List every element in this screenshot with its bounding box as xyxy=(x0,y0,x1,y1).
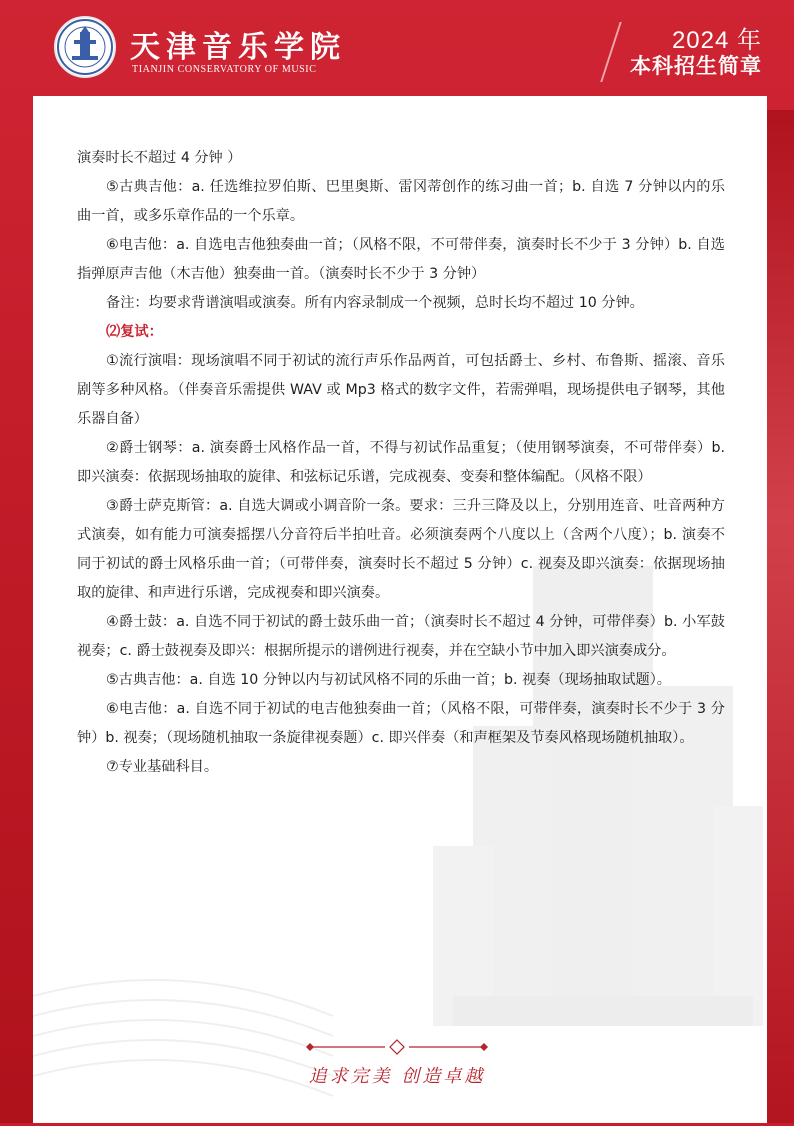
section-heading: ⑵复试： xyxy=(106,324,163,340)
paragraph: ④爵士鼓：a. 自选不同于初试的爵士鼓乐曲一首；（演奏时长不超过 4 分钟，可带伴奏）b. 小军鼓视奏；c. 爵士鼓视奏及即兴：根据所提示的谱例进行视奏，并在空缺小节中加入即兴演奏成分。 xyxy=(77,614,725,659)
paragraph: ⑦专业基础科目。 xyxy=(106,759,219,775)
year-title: 2024 年 xyxy=(671,27,762,54)
paragraph: ⑥电吉他：a. 自选电吉他独奏曲一首；（风格不限，不可带伴奏，演奏时长不少于 3 分钟）b. 自选指弹原声吉他（木吉他）独奏曲一首。（演奏时长不少于 3 分钟） xyxy=(77,237,725,282)
paragraph: 备注：均要求背谱演唱或演奏。所有内容录制成一个视频，总时长均不超过 10 分钟。 xyxy=(106,295,644,311)
brochure-title: 本科招生简章 xyxy=(630,54,762,78)
paragraph: ③爵士萨克斯管：a. 自选大调或小调音阶一条。要求：三升三降及以上，分别用连音、吐音两种方式演奏，如有能力可演奏摇摆八分音符后半拍吐音。必须演奏两个八度以上（含两个八度）；b. 演奏不同于初试的爵士风格乐曲一首；（可带伴奏，演奏时长不超过 5 分钟）c. 视奏及即兴演奏：依据现场抽取的旋律、和声进行乐谱，完成视奏和即兴演奏。 xyxy=(77,498,725,601)
school-name-cn: 天津音乐学院 xyxy=(130,30,346,65)
paragraph: ⑤古典吉他：a. 任选维拉罗伯斯、巴里奥斯、雷冈蒂创作的练习曲一首；b. 自选 7 分钟以内的乐曲一首，或多乐章作品的一个乐章。 xyxy=(77,179,725,224)
content-paper xyxy=(33,96,767,1123)
paragraph: ①流行演唱：现场演唱不同于初试的流行声乐作品两首，可包括爵士、乡村、布鲁斯、摇滚、音乐剧等多种风格。（伴奏音乐需提供 WAV 或 Mp3 格式的数字文件，若需弹唱，现场提供电子钢琴，其他乐器自备） xyxy=(77,353,725,427)
paragraph: ⑤古典吉他：a. 自选 10 分钟以内与初试风格不同的乐曲一首；b. 视奏（现场抽取试题）。 xyxy=(106,672,671,688)
music-staff-watermark-icon xyxy=(33,956,333,1126)
footer-ornament-icon xyxy=(300,1037,494,1057)
school-name-en: TIANJIN CONSERVATORY OF MUSIC xyxy=(132,64,317,75)
school-logo-icon xyxy=(54,16,116,78)
page-header xyxy=(0,0,794,95)
paragraph: ⑥电吉他：a. 自选不同于初试的电吉他独奏曲一首；（风格不限，可带伴奏，演奏时长不少于 3 分钟）b. 视奏；（现场随机抽取一条旋律视奏题）c. 即兴伴奏（和声框架及节奏风格现场随机抽取）。 xyxy=(77,701,725,746)
body-text xyxy=(77,144,725,782)
paragraph: 演奏时长不超过 4 分钟 ） xyxy=(77,150,242,166)
header-divider xyxy=(600,22,621,82)
school-motto: 追求完美 创造卓越 xyxy=(308,1066,486,1087)
paragraph: ②爵士钢琴：a. 演奏爵士风格作品一首，不得与初试作品重复；（使用钢琴演奏，不可带伴奏）b. 即兴演奏：依据现场抽取的旋律、和弦标记乐谱，完成视奏、变奏和整体编配。（风格不限） xyxy=(77,440,725,485)
